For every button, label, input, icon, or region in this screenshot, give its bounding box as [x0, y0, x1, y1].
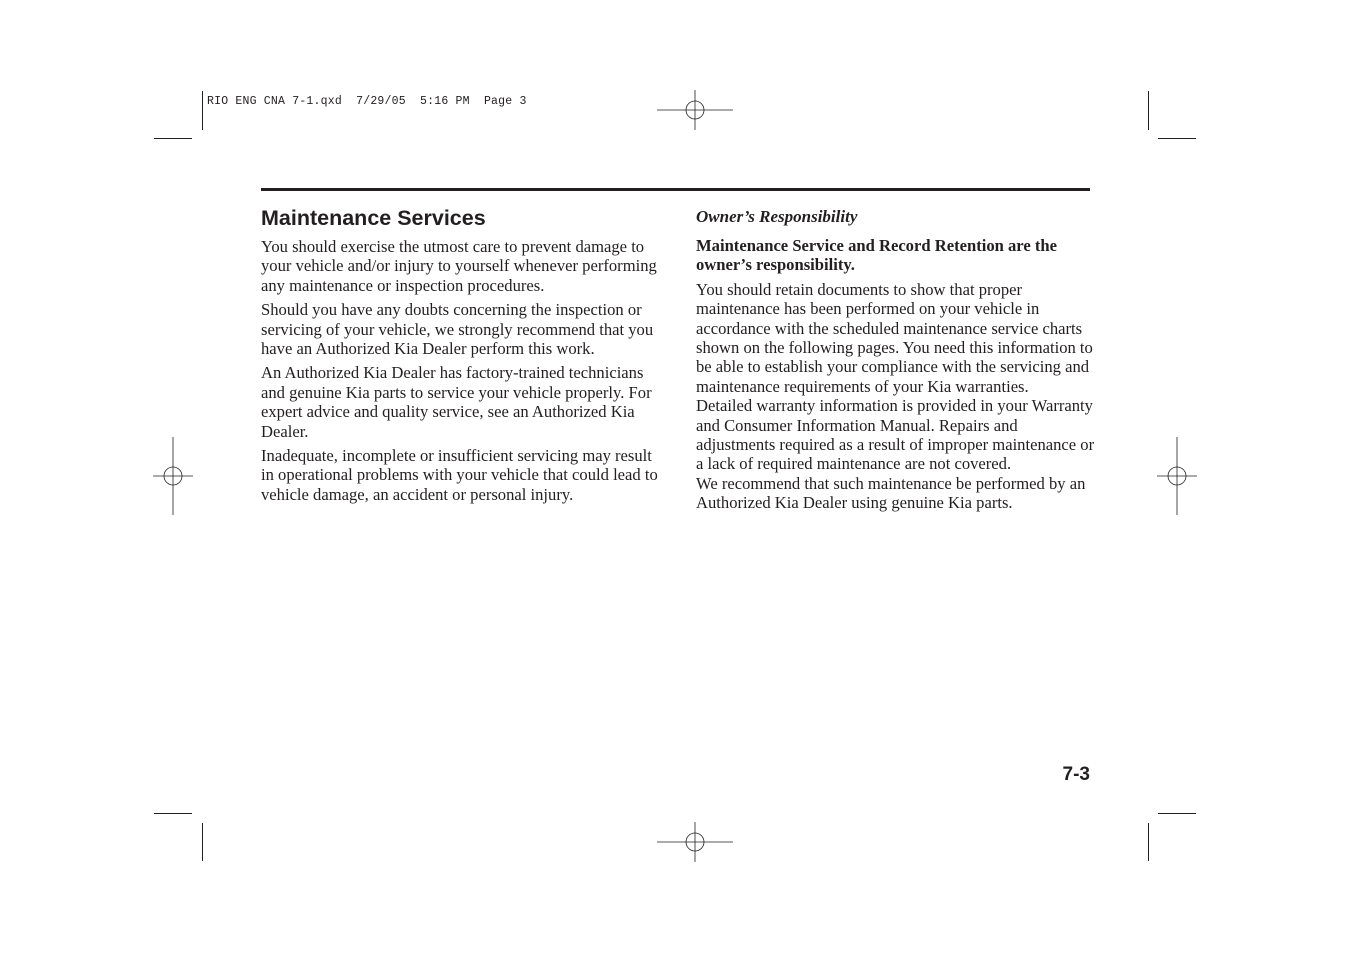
right-column — [696, 204, 1096, 513]
body-paragraph: You should exercise the utmost care to prevent damage to your vehicle and/or injury to yourself whenever performing any maintenance or inspection procedures. — [261, 237, 657, 295]
body-paragraph: You should retain documents to show that proper maintenance has been performed on your vehicle in accordance with the scheduled maintenance service charts shown on the following pages. You need this information to be able to establish your compliance with the servicing and maintenance requirements of your Kia warranties. — [696, 279, 1093, 396]
page-number: 7-3 — [1062, 764, 1090, 785]
crop-mark-bottom-left-horizontal — [154, 813, 192, 814]
body-paragraph: Should you have any doubts concerning the inspection or servicing of your vehicle, we strongly recommend that you have an Authorized Kia Dealer perform this work. — [261, 300, 654, 359]
registration-mark-bottom-icon — [655, 822, 735, 862]
body-paragraph: Inadequate, incomplete or insufficient servicing may result in operational problems with your vehicle that could lead to vehicle damage, an accident or personal injury. — [261, 446, 658, 504]
body-paragraph: Detailed warranty information is provided in your Warranty and Consumer Information Manual. Repairs and adjustments required as a result of improper maintenance or a lack of required maintenance are not covered. — [696, 396, 1095, 474]
registration-mark-right-icon — [1157, 437, 1197, 517]
crop-mark-bottom-right-horizontal — [1158, 813, 1196, 814]
body-paragraph: An Authorized Kia Dealer has factory-trained technicians and genuine Kia parts to service your vehicle properly. For expert advice and quality service, see an Authorized Kia Dealer. — [261, 363, 652, 441]
crop-mark-bottom-left-vertical — [202, 823, 203, 861]
header-rule — [261, 188, 1090, 191]
body-paragraph: We recommend that such maintenance be performed by an Authorized Kia Dealer using genuine Kia parts. — [696, 473, 1086, 513]
bold-statement: Maintenance Service and Record Retention are the owner’s responsibility. — [696, 236, 1057, 275]
registration-mark-top-icon — [655, 90, 735, 130]
subsection-heading: Owner’s Responsibility — [696, 207, 858, 226]
crop-mark-top-left-horizontal — [154, 138, 192, 139]
crop-mark-top-left-vertical — [202, 91, 203, 130]
section-heading: Maintenance Services — [261, 206, 486, 230]
crop-mark-bottom-right-vertical — [1148, 823, 1149, 861]
print-slug-line: RIO ENG CNA 7-1.qxd 7/29/05 5:16 PM Page 3 — [207, 95, 527, 108]
crop-mark-top-right-vertical — [1148, 91, 1149, 130]
crop-mark-top-right-horizontal — [1158, 138, 1196, 139]
registration-mark-left-icon — [153, 437, 193, 517]
left-column — [261, 204, 661, 509]
